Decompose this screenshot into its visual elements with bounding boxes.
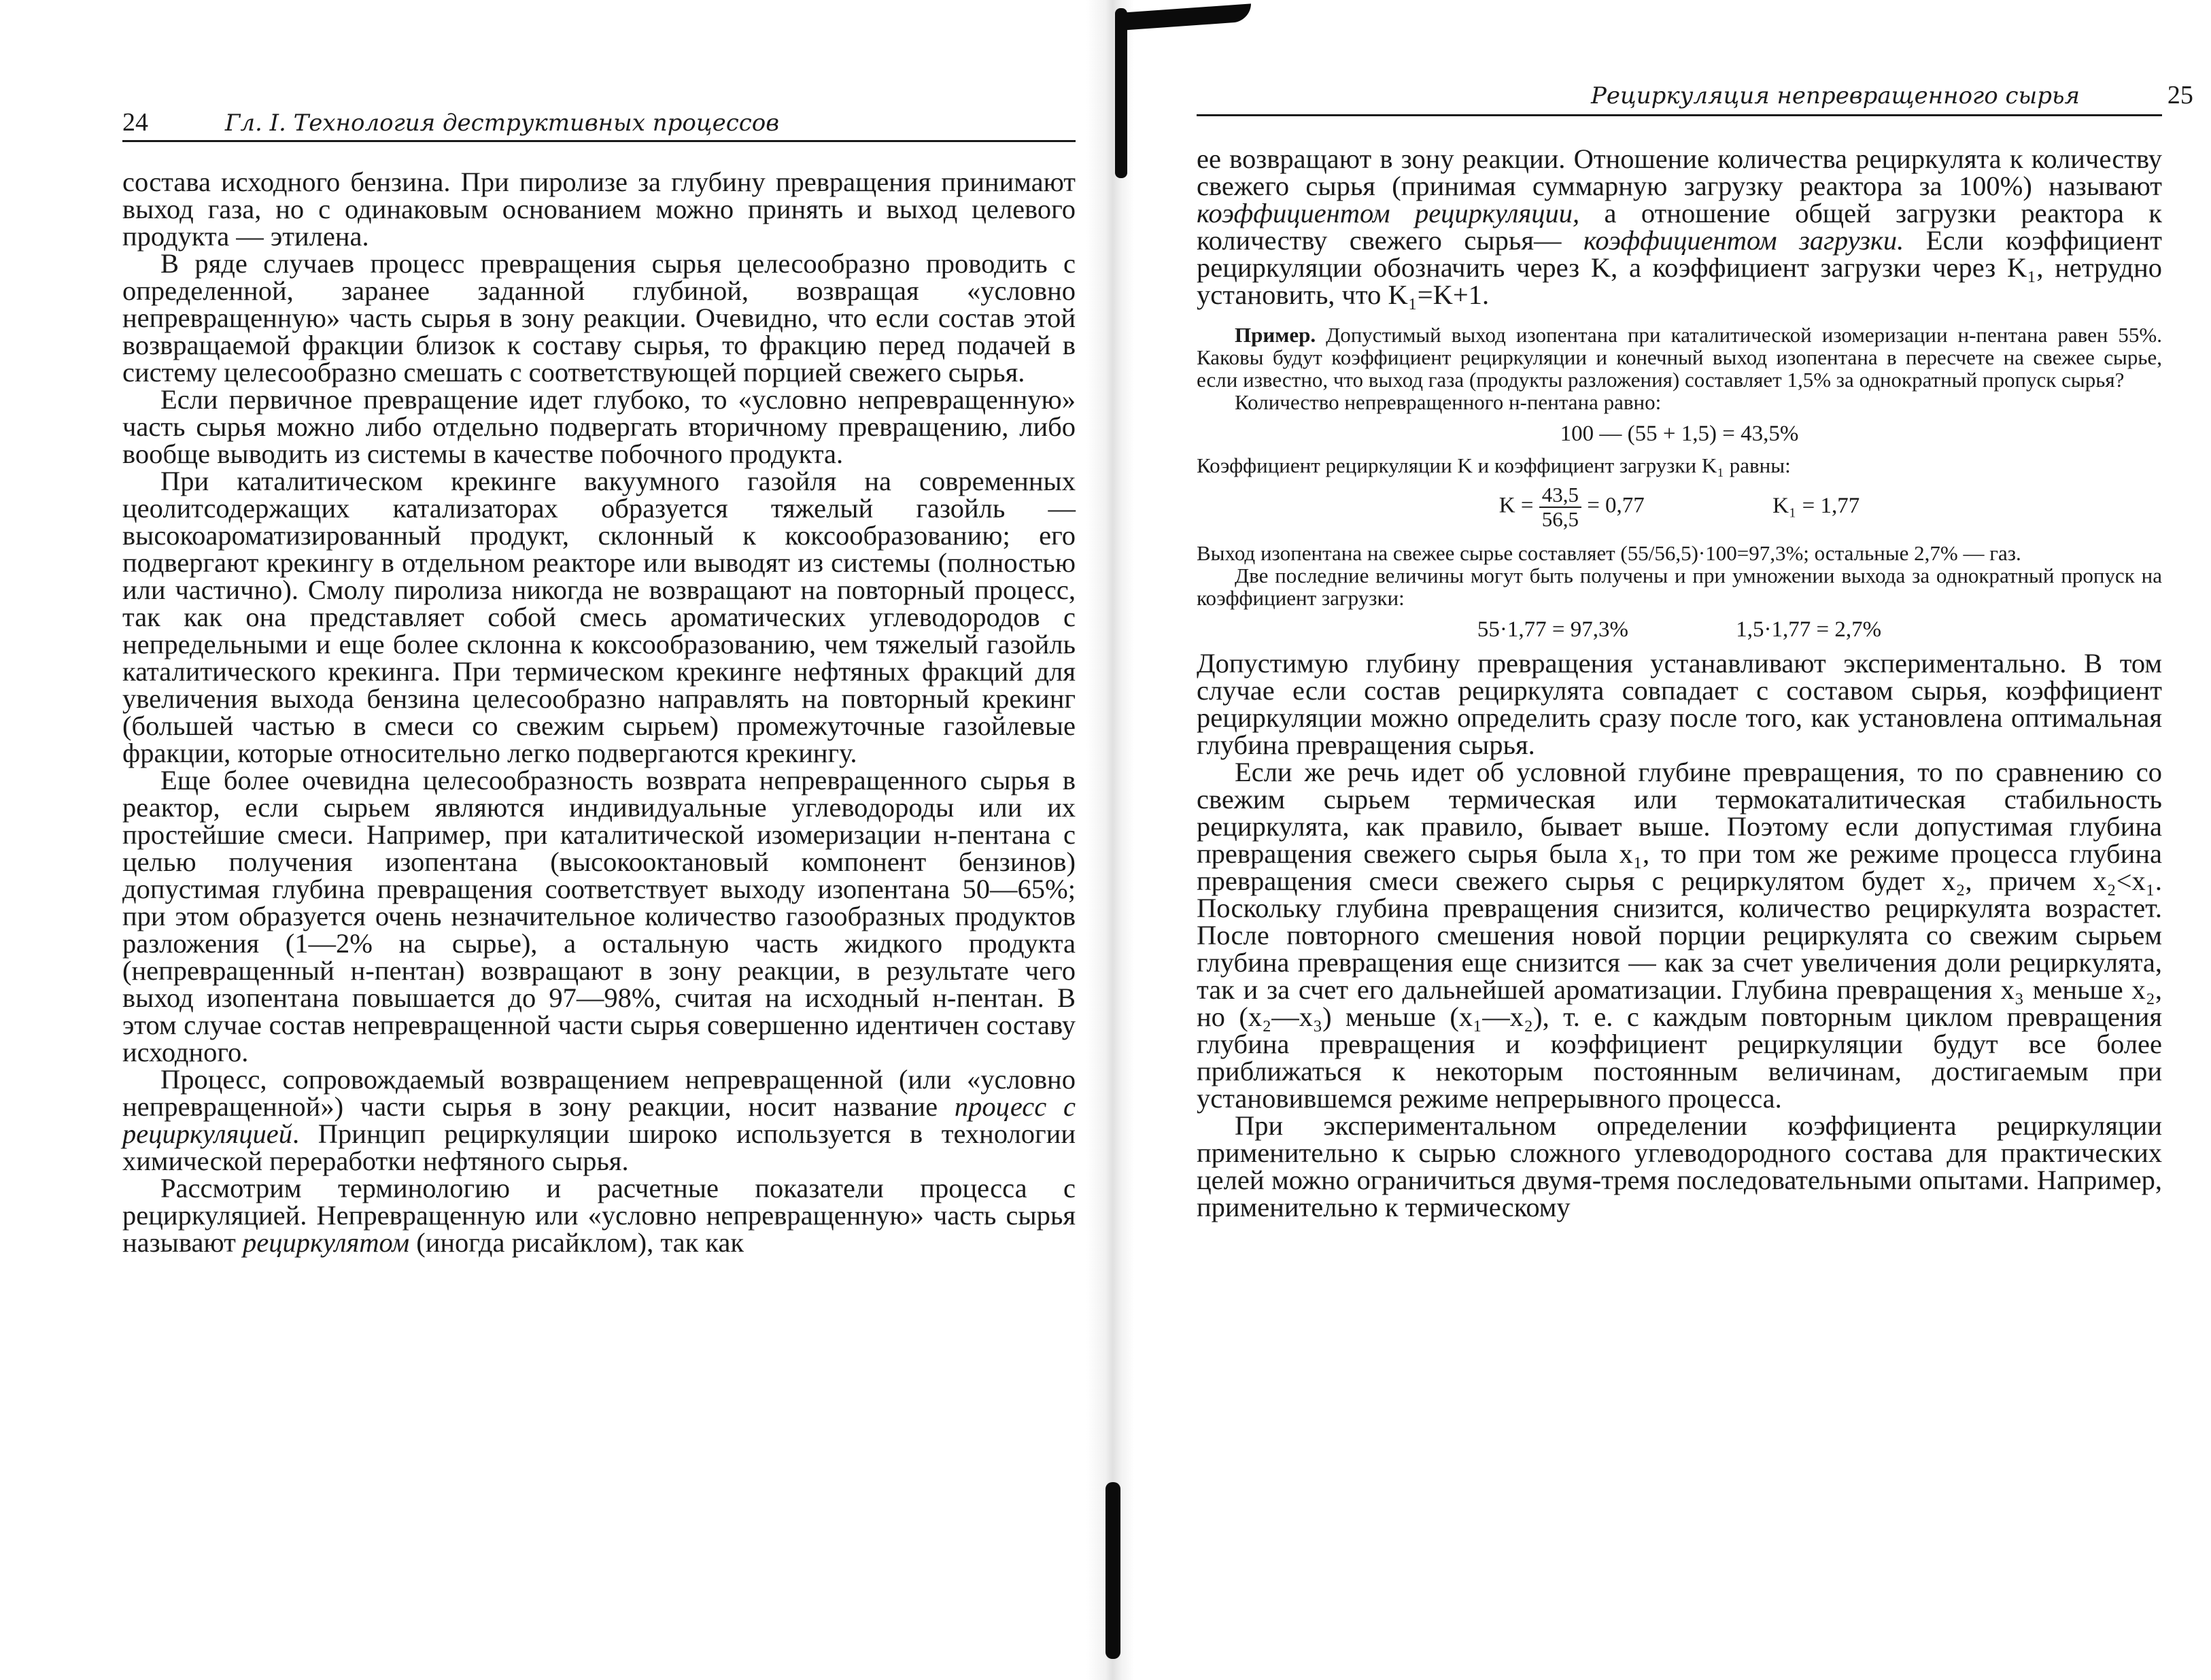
left-header-rule <box>122 140 1076 142</box>
left-paragraph-5: Еще более очевидна целесообразность возврата непревращенного сырья в реактор, если сырьем являются индивидуальные углеводороды или их простейшие смеси. Например, при каталитической изомеризации н-пентана с целью получения изопентана (высокооктановый компонент бензинов) допустимая глубина превращения соответствует выходу изопентана 50—65%; при этом образуется очень незначительное количество газообразных продуктов разложения (1—2% на сырье), а остальную часть жидкого продукта (непревращенный н-пентан) возвращают в зону реакции, в результате чего выход изопентана повышается до 97—98%, считая на исходный н-пентан. В этом случае состав непревращенной части сырья совершенно идентичен составу исходного. <box>122 765 1076 1067</box>
intro-text-a: ее возвращают в зону реакции. Отношение количества рециркулята к количеству свежего сырья (принимая суммарную загрузку реактора за 100%) называют <box>1197 143 2162 201</box>
right-paragraph-1: Допустимую глубину превращения устанавливают экспериментально. В том случае если состав рециркулята совпадает с составом сырья, коэффициент рециркуляции можно определить сразу после того, как установлена оптимальная глубина превращения сырья. <box>1197 648 2162 760</box>
right-header-rule <box>1197 114 2162 116</box>
left-text-column <box>122 169 1076 1256</box>
paragraph-7-text-a: Рассмотрим терминологию и расчетные показатели процесса с рециркуляцией. Непревращенную или «условно непревращенную» часть сырья называют <box>122 1173 1076 1258</box>
example-line-4: Две последние величины могут быть получены и при умножении выхода за однократный пропуск на коэффициент загрузки: <box>1197 564 2162 610</box>
right-paragraph-2: Если же речь идет об условной глубине превращения, то по сравнению со свежим сырьем термическая или термокаталитическая стабильность рециркулята, как правило, бывает выше. Поэтому если допустимая глубина превращения свежего сырья была x₁, то при том же режиме процесса глубина превращения смеси свежего сырья с рециркулятом будет x₂, причем x₂<x₁. Поскольку глубина превращения снизится, количество рециркулята возрастет. После повторного смешения новой порции рециркулята со свежим сырьем глубина превращения еще снизится — как за счет увеличения доли рециркулята, так и за счет его дальнейшей ароматизации. Глубина превращения x₃ меньше x₂, но (x₂—x₃) меньше (x₁—x₂), т. е. с каждым повторным циклом превращения глубина превращения и коэффициент рециркуляции будут все более приближаться к некоторым постоянным величинам, достигаемым при установившемся режиме непрерывного процесса. <box>1197 757 2162 1114</box>
intro-text-c: Если коэффициент рециркуляции обозначить через K, а коэффициент загрузки через K₁, нетрудно установить, что K₁=K+1. <box>1197 225 2163 310</box>
left-paragraph-3: Если первичное превращение идет глубоко, то «условно непревращенную» часть сырья можно либо отдельно подвергать вторичному превращению, либо вообще выводить из системы в качестве побочного продукта. <box>122 384 1076 469</box>
example-paragraph <box>1197 324 2162 391</box>
paragraph-6-text-a: Процесс, сопровождаемый возвращением непревращенной (или «условно непревращенной») части сырья в зону реакции, носит название <box>122 1064 1076 1122</box>
example-label: Пример. <box>1235 323 1316 347</box>
left-page-header <box>122 107 779 137</box>
intro-text-b: а отношение общей загрузки реактора к количеству свежего сырья— <box>1197 198 2162 256</box>
equation-gas: 1,5·1,77 = 2,7% <box>1736 617 1882 642</box>
equation-isopentane: 55·1,77 = 97,3% <box>1477 617 1628 642</box>
term-load-ratio: коэффициентом загрузки. <box>1583 225 1904 256</box>
equation-products <box>1197 616 2162 643</box>
k-result: = 0,77 <box>1587 493 1645 518</box>
right-page-number: 25 <box>2167 81 2193 109</box>
example-line-1: Количество непревращенного н-пентана равно: <box>1235 390 1662 414</box>
example-line-3: Выход изопентана на свежее сырье составляет (55/56,5)·100=97,3%; остальные 2,7% — газ. <box>1197 541 2021 565</box>
example-line-2: Коэффициент рециркуляции K и коэффициент загрузки K₁ равны: <box>1197 453 1791 477</box>
k1-equation: K₁ = 1,77 <box>1772 493 1860 518</box>
left-paragraph-4: При каталитическом крекинге вакуумного газойля на современных цеолитсодержащих катализаторах образуется тяжелый газойль — высокоароматизированный продукт, склонный к коксообразованию; его подвергают крекингу в отдельном реакторе или выводят из системы (полностью или частично). Смолу пиролиза никогда не возвращают на повторный процесс, так как она представляет собой смесь ароматических углеводородов с непредельными и еще более склонна к коксообразованию, чем тяжелый газойль каталитического крекинга. При термическом крекинге нефтяных фракций для увеличения выхода бензина целесообразно направлять на повторный крекинг (большей частью в смеси со свежим сырьем) промежуточные газойлевые фракции, которые относительно легко подвергаются крекингу. <box>122 466 1076 768</box>
right-page-header <box>1591 80 2193 110</box>
term-recycle: рециркулятом <box>242 1227 410 1258</box>
left-paragraph-1: состава исходного бензина. При пиролизе за глубину превращения принимают выход газа, но с одинаковым основанием можно принять и выход целевого продукта — этилена. <box>122 167 1076 252</box>
right-page <box>1101 0 2211 1680</box>
k-label: K = <box>1498 493 1534 518</box>
k-denominator: 56,5 <box>1541 507 1579 531</box>
k-numerator: 43,5 <box>1539 483 1581 508</box>
left-running-head: Гл. I. Технология деструктивных процессов <box>224 109 780 137</box>
term-recycle-process: процесс с рециркуляцией <box>122 1091 1076 1149</box>
equation-k <box>1197 483 2162 531</box>
right-paragraph-3: При экспериментальном определении коэффициента рециркуляции применительно к сырью сложного углеводородного состава для практических целей можно ограничиться двумя-тремя последовательными опытами. Например, применительно к термическому <box>1197 1110 2162 1222</box>
left-paragraph-7 <box>122 1175 1076 1256</box>
equation-unconverted: 100 — (55 + 1,5) = 43,5% <box>1560 422 1799 446</box>
right-text-column <box>1197 145 2162 1221</box>
paragraph-7-text-b: (иногда рисайклом), так как <box>409 1227 744 1258</box>
term-recycle-ratio: коэффициентом рециркуляции, <box>1197 198 1580 228</box>
example-text: Допустимый выход изопентана при каталитической изомеризации н-пентана равен 55%. Каковы будут коэффициент рециркуляции и конечный выход изопентана в пересчете на свежее сырье, если известно, что выход газа (продукты разложения) составляет 1,5% за однократный пропуск сырья? <box>1197 323 2162 392</box>
left-page-number: 24 <box>122 108 148 137</box>
example-block <box>1197 324 2162 643</box>
left-paragraph-6 <box>122 1066 1076 1175</box>
k-fraction <box>1539 483 1581 531</box>
right-running-head: Рециркуляция непревращенного сырья <box>1591 82 2080 109</box>
paragraph-6-text-b: . Принцип рециркуляции широко используется в технологии химической переработки нефтяного сырья. <box>122 1118 1076 1176</box>
left-page <box>0 0 1101 1680</box>
right-intro-paragraph <box>1197 145 2162 309</box>
left-paragraph-2: В ряде случаев процесс превращения сырья целесообразно проводить с определенной, заранее заданной глубиной, возвращая «условно непревращенную» часть сырья в зону реакции. Очевидно, что если состав этой возвращаемой фракции близок к составу сырья, то фракцию перед подачей в систему целесообразно смешать с соответствующей порцией свежего сырья. <box>122 248 1076 388</box>
